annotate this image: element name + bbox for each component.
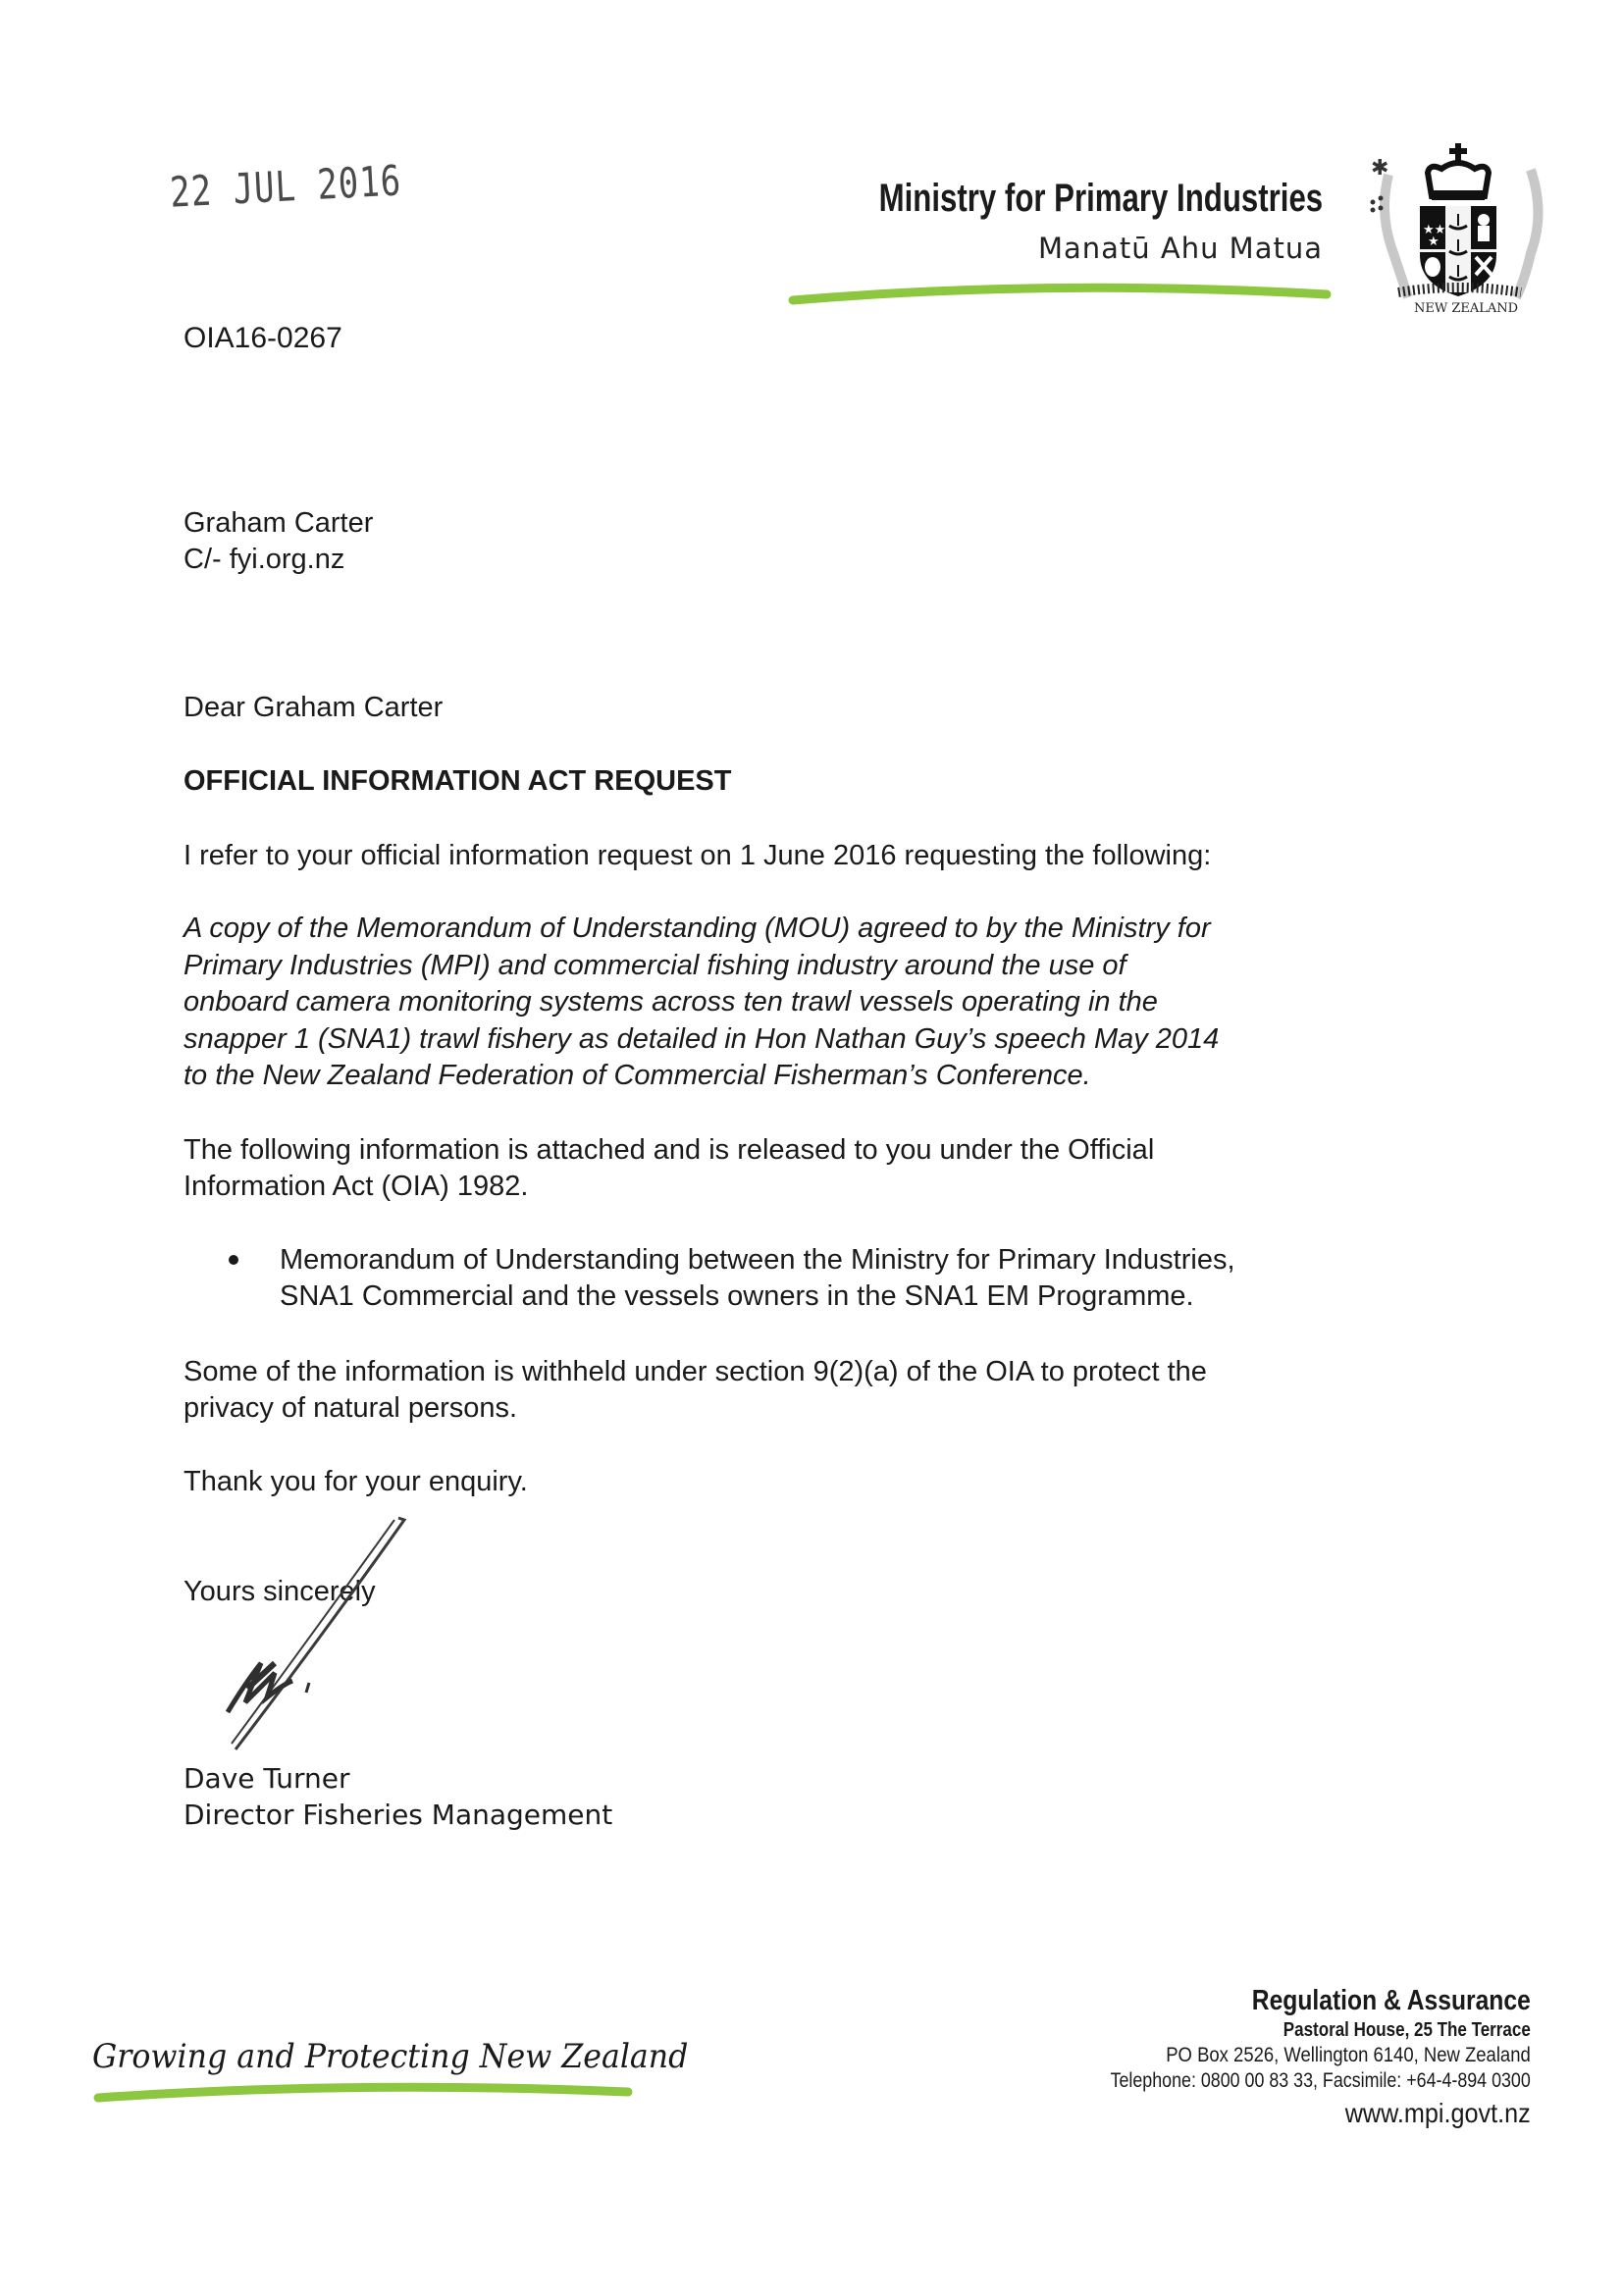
handwritten-signature-icon <box>177 1516 432 1761</box>
request-reference-paragraph: I refer to your official information request on 1 June 2016 requesting the following: <box>183 840 1212 871</box>
footer-tagline: Growing and Protecting New Zealand <box>92 2037 689 2076</box>
quote-line: A copy of the Memorandum of Understanding (MOU) agreed to by the Ministry for <box>183 913 1211 944</box>
quoted-request <box>183 911 1219 1095</box>
list-item <box>229 1242 1235 1315</box>
list-item-line: Memorandum of Understanding between the Ministry for Primary Industries, <box>280 1244 1235 1276</box>
footer-phone-fax: Telephone: 0800 00 83 33, Facsimile: +64-4-894 0300 <box>1110 2069 1531 2092</box>
recipient-name: Graham Carter <box>183 507 374 539</box>
footer-po-box: PO Box 2526, Wellington 6140, New Zealand <box>1166 2044 1531 2066</box>
green-swoosh-icon <box>90 2078 636 2108</box>
signatory-name: Dave Turner <box>183 1762 350 1795</box>
paragraph-line: Information Act (OIA) 1982. <box>183 1171 529 1202</box>
oia-reference-number: OIA16-0267 <box>183 322 342 354</box>
quote-line: Primary Industries (MPI) and commercial fishing industry around the use of <box>183 949 1126 981</box>
svg-text:★★: ★★ <box>1423 223 1446 237</box>
footer-website-link[interactable]: www.mpi.govt.nz <box>1344 2098 1531 2128</box>
bullet-icon <box>229 1255 238 1265</box>
quote-line: onboard camera monitoring systems across ten trawl vessels operating in the <box>183 986 1158 1018</box>
release-paragraph <box>183 1132 1154 1205</box>
footer-street-address: Pastoral House, 25 The Terrace <box>1283 2019 1531 2041</box>
withheld-paragraph <box>183 1354 1207 1427</box>
attachments-list <box>229 1242 1235 1315</box>
svg-text:★: ★ <box>1428 235 1440 249</box>
salutation: Dear Graham Carter <box>183 692 444 723</box>
list-item-line: SNA1 Commercial and the vessels owners in the SNA1 EM Programme. <box>280 1280 1194 1312</box>
recipient-address: C/- fyi.org.nz <box>183 544 345 575</box>
nz-coat-of-arms-icon <box>1359 135 1565 322</box>
recipient-address-block <box>183 505 373 578</box>
closing: Yours sincerely <box>183 1576 376 1607</box>
signatory-title: Director Fisheries Management <box>183 1799 613 1831</box>
letter-heading: OFFICIAL INFORMATION ACT REQUEST <box>183 765 732 797</box>
received-date-stamp: 22 JUL 2016 <box>169 156 403 218</box>
paragraph-line: Some of the information is withheld under section 9(2)(a) of the OIA to protect the <box>183 1356 1207 1387</box>
footer-division: Regulation & Assurance <box>1252 1985 1531 2016</box>
green-swoosh-icon <box>785 279 1335 308</box>
ministry-maori-name: Manatū Ahu Matua <box>1037 232 1323 265</box>
quote-line: snapper 1 (SNA1) trawl fishery as detailed in Hon Nathan Guy’s speech May 2014 <box>183 1022 1220 1055</box>
crest-motto: NEW ZEALAND <box>1414 301 1519 316</box>
paragraph-line: privacy of natural persons. <box>183 1392 518 1424</box>
svg-text:✱: ✱ <box>1371 156 1389 181</box>
ministry-name: Ministry for Primary Industries <box>878 177 1323 220</box>
paragraph-line: The following information is attached and is released to you under the Official <box>183 1134 1155 1166</box>
signatory-block <box>183 1760 612 1833</box>
quote-line: to the New Zealand Federation of Commercial Fisherman’s Conference. <box>183 1060 1091 1091</box>
footer-contact-block <box>1036 1984 1531 2131</box>
thanks-paragraph: Thank you for your enquiry. <box>183 1466 528 1497</box>
